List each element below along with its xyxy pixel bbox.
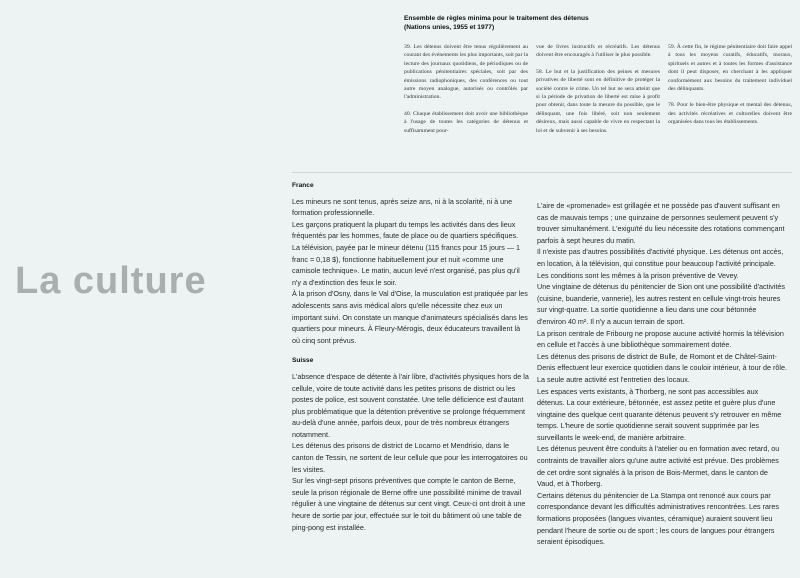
section-heading-france: France bbox=[292, 182, 314, 189]
rules-title-line1: Ensemble de règles minima pour le traitement des détenus bbox=[404, 15, 589, 22]
right-paragraph: L'aire de «promenade» est grillagée et ne possède pas d'auvent suffisant en cas de mauvais temps ; une quinzaine de personnes seulement peuvent s'y trouver simultanément. L'exiguïté du lieu nécessite des rotations commençant parfois à sept heures du matin. bbox=[537, 201, 785, 245]
rules-title bbox=[404, 14, 792, 32]
right-paragraph: Les détenus des prisons de district de Bulle, de Romont et de Châtel-Saint-Denis effectuent leur exercice quotidien dans le couloir intérieur, à tour de rôle. La seule autre activité est l'entretien des locaux. bbox=[537, 351, 787, 384]
left-text-column bbox=[292, 180, 530, 533]
section-heading-suisse: Suisse bbox=[292, 357, 314, 365]
right-paragraph: Certains détenus du pénitencier de La Stampa ont renoncé aux cours par correspondance devant les difficultés administratives rencontrées. Les rares formations proposées (langues vivantes, céramique) auraient souvent lieu pendant l'heure de sortie ou de sport ; les cours de langues pour étrangers seraient épisodiques. bbox=[537, 490, 779, 547]
rules-column-2 bbox=[536, 43, 660, 143]
rules-columns bbox=[404, 43, 792, 143]
suisse-paragraph: L'absence d'espace de détente à l'air libre, d'activités physiques hors de la cellule, voire de toute activité dans les petites prisons de district ou les postes de police, est souvent constatée. Une telle déficience est d'autant plus problématique que la détention préventive se prolonge fréquemment au-delà d'une année, parfois deux, pour de très nombreux étrangers notamment. bbox=[292, 371, 529, 439]
suisse-paragraph: Sur les vingt-sept prisons préventives que compte le canton de Berne, seule la prison régionale de Berne offre une possibilité minime de travail régulier à une vingtaine de détenus sur cent vingt. Ceux-ci ont droit à une heure de sortie par jour, effectuée sur le toit du bâtiment où une table de ping-pong est installée. bbox=[292, 476, 526, 532]
rules-title-line2: (Nations unies, 1955 et 1977) bbox=[404, 24, 495, 31]
rule-paragraph: 58. Le but et la justification des peines et mesures privatives de liberté sont en définitive de protéger la société contre le crime. Un tel but ne sera atteint que si la période de privation de liberté est mise à profit pour obtenir, dans toute la mesure du possible, que le délinquant, une fois libéré, soit non seulement désireux, mais aussi capable de vivre en respectant la loi et de subvenir à ses besoins. bbox=[536, 68, 660, 134]
section-gap bbox=[292, 346, 530, 355]
rules-column-1 bbox=[404, 43, 528, 143]
suisse-paragraph: Les détenus des prisons de district de Locarno et Mendrisio, dans le canton de Tessin, ne sortent de leur cellule que pour les interrogatoires ou les visites. bbox=[292, 441, 528, 474]
rule-paragraph: 40. Chaque établissement doit avoir une bibliothèque à l'usage de toutes les catégories de détenus et suffisamment pour- bbox=[404, 110, 528, 134]
rules-column-3 bbox=[668, 43, 792, 143]
right-paragraph: Les espaces verts existants, à Thorberg, ne sont pas accessibles aux détenus. La cour extérieure, bétonnée, est assez petite et guère plus d'une vingtaine des quelque cent quarante détenus peuvent s'y retrouver en même temps. L'heure de sortie quotidienne serait souvent supprimée par les surveillants le week-end, de manière arbitraire. bbox=[537, 386, 782, 442]
france-paragraph: Les mineurs ne sont tenus, après seize ans, ni à la scolarité, ni à une formation professionnelle. bbox=[292, 196, 513, 218]
rule-paragraph: 78. Pour le bien-être physique et mental des détenus, des activités récréatives et culturelles doivent être organisées dans tous les établissements. bbox=[668, 102, 792, 126]
section-divider bbox=[292, 172, 792, 173]
right-text-column bbox=[537, 200, 787, 548]
right-paragraph: Une vingtaine de détenus du pénitencier de Sion ont une possibilité d'activités (cuisine, buanderie, vannerie), les autres restent en cellule vingt-trois heures sur vingt-quatre. La sortie quotidienne a lieu dans une cour bétonnée d'environ 40 m². Il n'y a aucun terrain de sport. bbox=[537, 282, 785, 326]
france-paragraph: À la prison d'Osny, dans le Val d'Oise, la musculation est pratiquée par les adolescents sans avis médical alors qu'elle nécessite chez eux un important suivi. On constate un manque d'animateurs spécialisés dans les quartiers pour mineurs. À Fleury-Mérogis, deux éducateurs travaillent là où cinq sont prévus. bbox=[292, 289, 528, 345]
page-title: La culture bbox=[15, 260, 207, 302]
france-paragraph: Les garçons pratiquent la plupart du temps les activités dans des lieux fréquentés par les hommes, faute de place ou de quartiers spécifiques. bbox=[292, 219, 519, 241]
rules-excerpt bbox=[404, 14, 792, 143]
rule-paragraph: 59. À cette fin, le régime pénitentiaire doit faire appel à tous les moyens curatifs, éducatifs, moraux, spirituels et autres et à toutes les formes d'assistance dont il peut disposer, en cherchant à les appliquer conformément aux besoins du traitement individuel des délinquants. bbox=[668, 44, 792, 93]
france-paragraph: La télévision, payée par le mineur détenu (115 francs pour 15 jours — 1 franc = 0,18 $), fonctionne habituellement jour et nuit «comme une camisole technique». Le matin, aucun levé n'est organisé, pas plus qu'il n'y a d'extinction des feux le soir. bbox=[292, 242, 521, 287]
right-paragraph: Les détenus peuvent être conduits à l'atelier ou en formation avec retard, ou contraints de travailler alors qu'une autre activité est prévue. Des problèmes de cet ordre sont signalés à la prison de Bois-Mermet, dans le canton de Vaud, et à Thorberg. bbox=[537, 444, 780, 489]
rule-paragraph: 39. Les détenus doivent être tenus régulièrement au courant des événements les plus importants, soit par la lecture des journaux quotidiens, de périodiques ou de publications pénitentiaires spéciales, soit par des émissions radiophoniques, des conférences ou tout autre moyen analogue, autorisés ou contrôlés par l'administration. bbox=[404, 44, 528, 101]
right-paragraph: La prison centrale de Fribourg ne propose aucune activité hormis la télévision en cellule et l'accès à une bibliothèque sommairement dotée. bbox=[537, 328, 784, 350]
right-paragraph: Il n'existe pas d'autres possibilités d'activité physique. Les détenus ont accès, en location, à la télévision, qui constitue pour beaucoup l'activité principale. Les conditions sont les mêmes à la prison préventive de Vevey. bbox=[537, 247, 784, 280]
rule-paragraph: vue de livres instructifs et récréatifs. Les détenus doivent être encouragés à l'utiliser le plus possible. bbox=[536, 44, 660, 59]
